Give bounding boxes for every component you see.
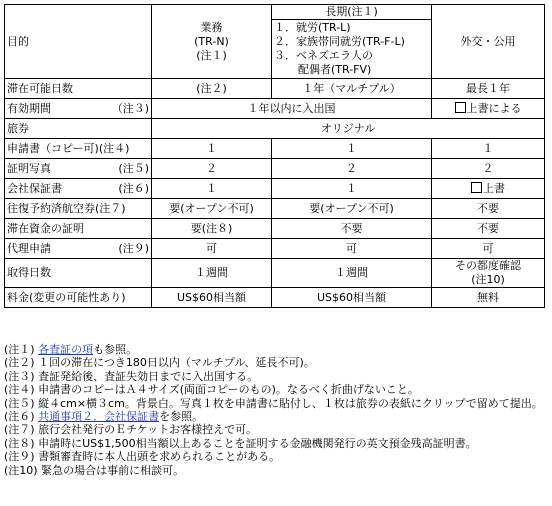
- header-business: [152, 5, 272, 79]
- row-label: [5, 199, 152, 219]
- header-long-term-list: [272, 20, 432, 79]
- table-row: [5, 259, 545, 288]
- footnote-2: (注２) １回の滞在につき180日以内（マルチプル、延長不可)。: [4, 356, 315, 370]
- cell-diplomatic: [432, 99, 545, 119]
- footnote-1-prefix: (注１): [4, 343, 39, 356]
- footnote-10: (注10) 緊急の場合は事前に相談可。: [4, 463, 185, 477]
- cell-diplomatic: 無料: [432, 288, 545, 308]
- long-term-item: １．就労(TR-L): [274, 21, 351, 35]
- row-label-text: 申請書（コピー可): [7, 141, 99, 155]
- footnote-9: (注９) 書類審査時に本人出頭を求められることがある。: [4, 450, 281, 464]
- table-row: [5, 239, 545, 259]
- row-label-text: 代理申請: [7, 241, 51, 255]
- cell-diplomatic-text: その都度確認: [455, 259, 521, 272]
- table-row: [5, 79, 545, 99]
- cell-diplomatic-note: (注10): [471, 273, 505, 286]
- cell-long: 要(オープン不可): [272, 199, 432, 219]
- footnote-1: [4, 343, 549, 356]
- row-label-text: 往復予約済航空券: [7, 201, 95, 215]
- row-label-text: 有効期間: [7, 101, 51, 115]
- table-row: [5, 159, 545, 179]
- row-label: 滞在可能日数: [5, 79, 152, 99]
- row-label-text: 会社保証書: [7, 181, 62, 195]
- table-row: [5, 199, 545, 219]
- row-label: 料金(変更の可能性あり): [5, 288, 152, 308]
- table-row: [5, 219, 545, 239]
- row-label: [5, 99, 152, 119]
- cell-long: １: [272, 179, 432, 199]
- cell-business: US$60相当額: [152, 288, 272, 308]
- row-label: 取得日数: [5, 259, 152, 288]
- row-label-note: (注５): [118, 161, 149, 175]
- cell-business: ２: [152, 159, 272, 179]
- cell-long: 可: [272, 239, 432, 259]
- long-term-item: ３．ベネズエラ人の: [274, 49, 373, 63]
- table-row: [5, 179, 545, 199]
- table-row: [5, 119, 545, 139]
- row-label: 旅券: [5, 119, 152, 139]
- footnote-6: [4, 410, 549, 423]
- cell-diplomatic-text: 上書: [483, 181, 505, 195]
- cell-diplomatic: 不要: [432, 199, 545, 219]
- header-business-code: (TR-N): [194, 34, 229, 48]
- visa-requirements-table: [4, 4, 545, 308]
- footnote-7: (注７) 旅行会社発行のＥチケットお客様控えで可。: [4, 423, 258, 437]
- footnote-8: (注８) 申請時にUS$1,500相当額以上あることを証明する金融機関発行の英文預金残高証明書。: [4, 436, 477, 450]
- row-label: 滞在資金の証明: [5, 219, 152, 239]
- cell-long: US$60相当額: [272, 288, 432, 308]
- row-label: [5, 139, 152, 159]
- long-term-item: ２．家族帯同就労(TR-F-L): [274, 35, 405, 49]
- header-business-title: 業務: [200, 20, 223, 34]
- cell-business: １週間: [152, 259, 272, 288]
- cell-long: １: [272, 139, 432, 159]
- cell-diplomatic: 最長１年: [432, 79, 545, 99]
- long-term-item: 配偶者(TR-FV): [298, 63, 372, 77]
- footnote-6-suffix: を参照。: [159, 410, 204, 424]
- company-guarantee-link[interactable]: 共通事項２．会社保証書: [38, 410, 160, 424]
- row-label-note: (注７): [95, 201, 126, 215]
- row-label-note: (注６): [118, 181, 149, 195]
- visa-sections-link[interactable]: 各査証の項: [38, 343, 94, 356]
- row-label: [5, 179, 152, 199]
- row-label-note: (注９): [118, 241, 149, 255]
- footnotes: [4, 343, 549, 477]
- table-row: [5, 288, 545, 308]
- cell-diplomatic: ２: [432, 159, 545, 179]
- checkbox-square-icon: [455, 102, 466, 113]
- cell-business: 可: [152, 239, 272, 259]
- cell-diplomatic: １: [432, 139, 545, 159]
- cell-long: ２: [272, 159, 432, 179]
- header-purpose: 目的: [5, 5, 152, 79]
- cell-diplomatic: 可: [432, 239, 545, 259]
- cell-diplomatic: [432, 179, 545, 199]
- row-label-note: （注３): [111, 101, 149, 115]
- cell-merged: １年以内に入出国: [152, 99, 432, 119]
- cell-business: 要(オープン不可): [152, 199, 272, 219]
- footnote-4: (注４) 申請書のコピーはＡ４サイズ(両面コピーのもの)。なるべく折曲げないこと。: [4, 383, 419, 397]
- cell-diplomatic: [432, 259, 545, 288]
- footnote-6-prefix: (注６): [4, 410, 39, 424]
- header-long-term: 長期(注１): [272, 5, 432, 20]
- row-label: [5, 159, 152, 179]
- row-label-text: 証明写真: [7, 161, 51, 175]
- cell-business: １: [152, 179, 272, 199]
- cell-business: 要(注８): [152, 219, 272, 239]
- table-row: [5, 139, 545, 159]
- cell-diplomatic: 不要: [432, 219, 545, 239]
- header-business-note: (注１): [196, 48, 227, 62]
- cell-business: (注２): [152, 79, 272, 99]
- cell-merged-all: オリジナル: [152, 119, 545, 139]
- cell-long: １週間: [272, 259, 432, 288]
- header-diplomatic: 外交・公用: [432, 5, 545, 79]
- row-label-note: (注４): [98, 141, 130, 155]
- row-label: [5, 239, 152, 259]
- footnote-1-suffix: も参照。: [93, 343, 138, 356]
- table-header-row: [5, 5, 545, 20]
- cell-long: １年（マルチプル）: [272, 79, 432, 99]
- cell-business: １: [152, 139, 272, 159]
- footnote-5: (注５) 縦４cm×横３cm。背景白。写真１枚を申請書に貼付し、１枚は旅券の表紙にクリップで留めて提出。: [4, 396, 543, 410]
- cell-diplomatic-text: 上書による: [466, 101, 522, 115]
- table-row: [5, 99, 545, 119]
- cell-long: 不要: [272, 219, 432, 239]
- footnote-3: (注３) 査証発給後、査証失効日までに入出国する。: [4, 369, 259, 383]
- checkbox-square-icon: [471, 182, 482, 193]
